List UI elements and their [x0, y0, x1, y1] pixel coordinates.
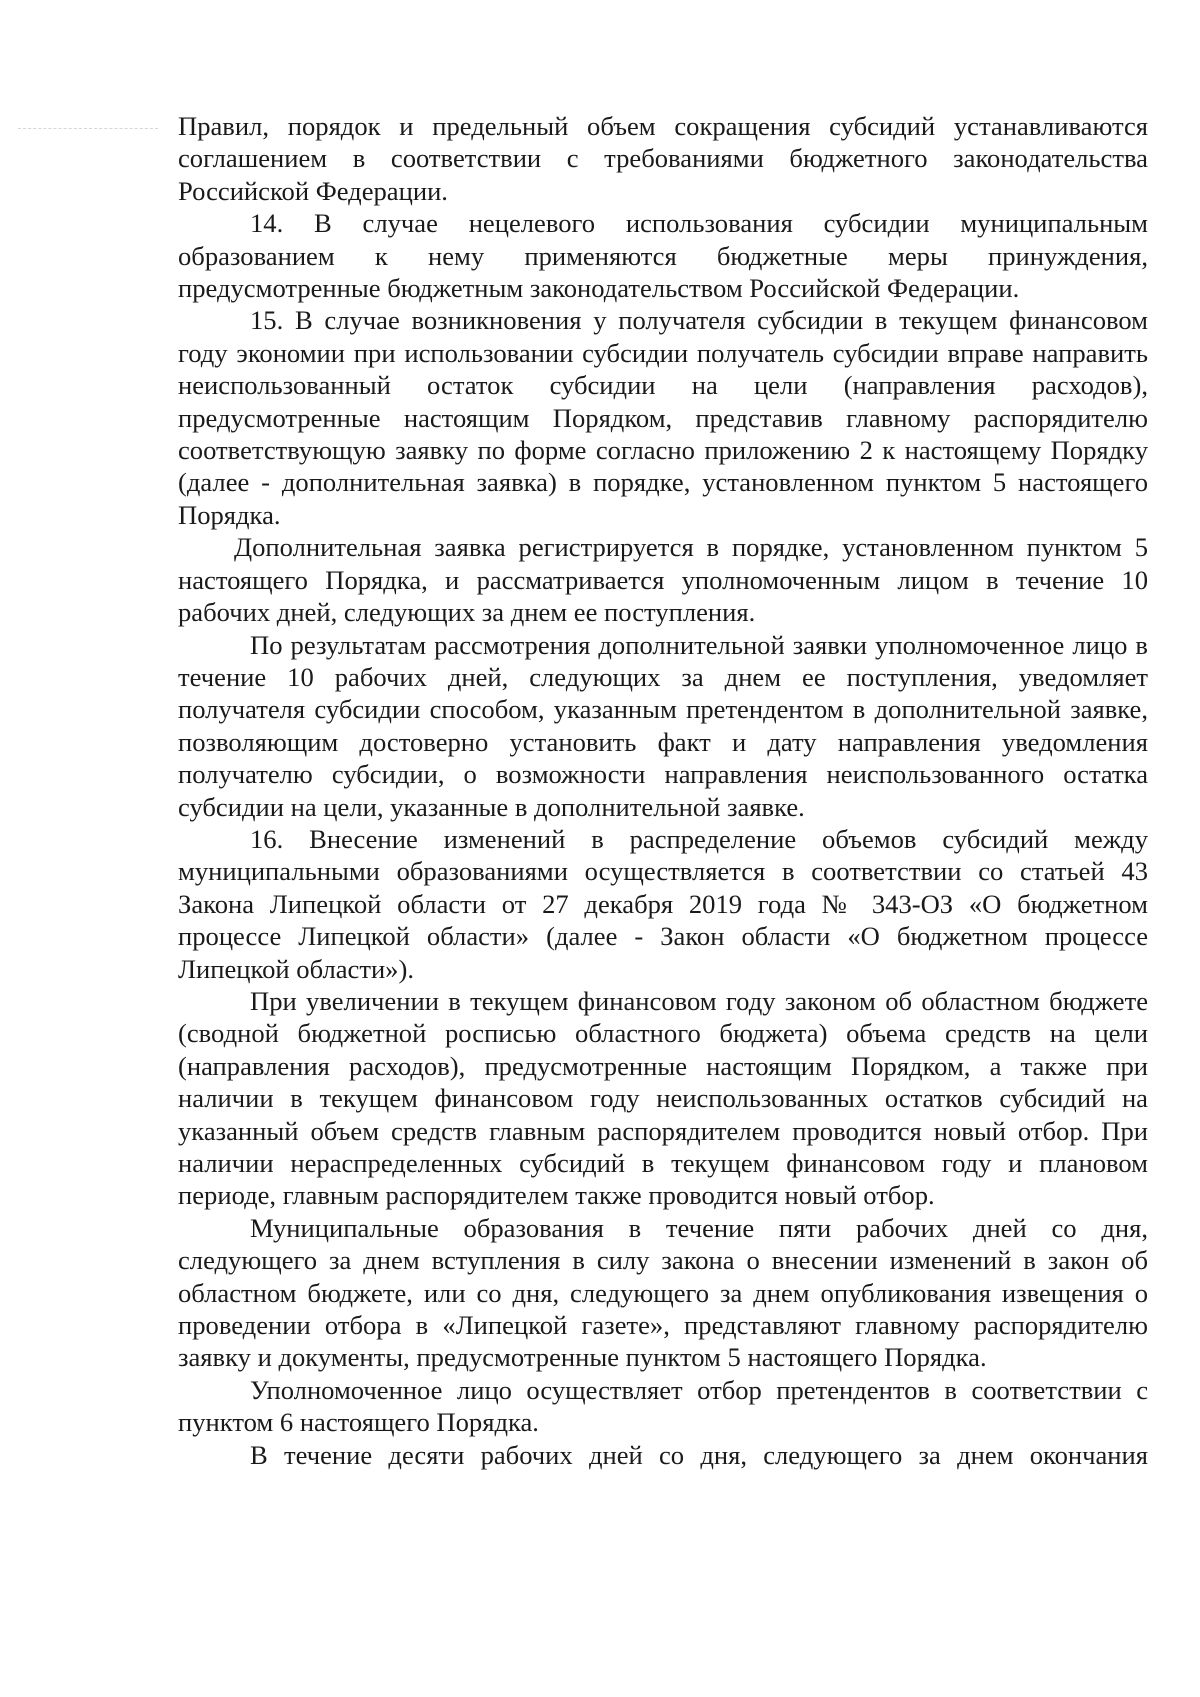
- paragraph-item-15: 15. В случае возникновения у получателя субсидии в текущем финансовом году экономии при использовании субсидии получатель субсидии вправе направить неиспользованный остаток субсидии на цели (направления расходов), предусмотренные настоящим Порядком, представив главному распорядителю соответствующую заявку по форме согласно приложению 2 к настоящему Порядку (далее - дополнительная заявка) в порядке, установленном пунктом 5 настоящего Порядка.: [178, 305, 1148, 530]
- paragraph-municipal-submission: Муниципальные образования в течение пяти рабочих дней со дня, следующего за днем вступления в силу закона о внесении изменений в закон об областном бюджете, или со дня, следующего за днем опубликования извещения о проведении отбора в «Липецкой газете», представляют главному распорядителю заявку и документы, предусмотренные пунктом 5 настоящего Порядка.: [178, 1212, 1148, 1373]
- paragraph-budget-increase: При увеличении в текущем финансовом году законом об областном бюджете (сводной бюджетной росписью областного бюджета) объема средств на цели (направления расходов), предусмотренные настоящим Порядком, а также при наличии в текущем финансовом году неиспользованных остатков субсидий на указанный объем средств главным распорядителем проводится новый отбор. При наличии нераспределенных субсидий в текущем финансовом году и плановом периоде, главным распорядителем также проводится новый отбор.: [178, 985, 1148, 1211]
- paragraph-review-results: По результатам рассмотрения дополнительной заявки уполномоченное лицо в течение 10 рабочих дней, следующих за днем ее поступления, уведомляет получателя субсидии способом, указанным претендентом в дополнительной заявке, позволяющим достоверно установить факт и дату направления уведомления получателю субсидии, о возможности направления неиспользованного остатка субсидии на цели, указанные в дополнительной заявке.: [178, 629, 1148, 822]
- paragraph-continuation: Правил, порядок и предельный объем сокращения субсидий устанавливаются соглашением в соответствии с требованиями бюджетного законодательства Российской Федерации.: [178, 111, 1148, 206]
- scan-artifact: [18, 128, 158, 129]
- paragraph-selection: Уполномоченное лицо осуществляет отбор претендентов в соответствии с пунктом 6 настоящего Порядка.: [178, 1374, 1148, 1438]
- paragraph-item-16: 16. Внесение изменений в распределение объемов субсидий между муниципальными образованиями осуществляется в соответствии со статьей 43 Закона Липецкой области от 27 декабря 2019 года № 343-ОЗ «О бюджетном процессе Липецкой области» (далее - Закон области «О бюджетном процессе Липецкой области»).: [178, 823, 1148, 984]
- paragraph-item-14: 14. В случае нецелевого использования субсидии муниципальным образованием к нему применяются бюджетные меры принуждения, предусмотренные бюджетным законодательством Российской Федерации.: [178, 208, 1148, 304]
- paragraph-additional-application: Дополнительная заявка регистрируется в порядке, установленном пунктом 5 настоящего Порядка, и рассматривается уполномоченным лицом в течение 10 рабочих дней, следующих за днем ее поступления.: [178, 532, 1148, 628]
- paragraph-ten-days: В течение десяти рабочих дней со дня, следующего за днем окончания: [250, 1439, 1148, 1470]
- document-body: [178, 110, 1148, 1471]
